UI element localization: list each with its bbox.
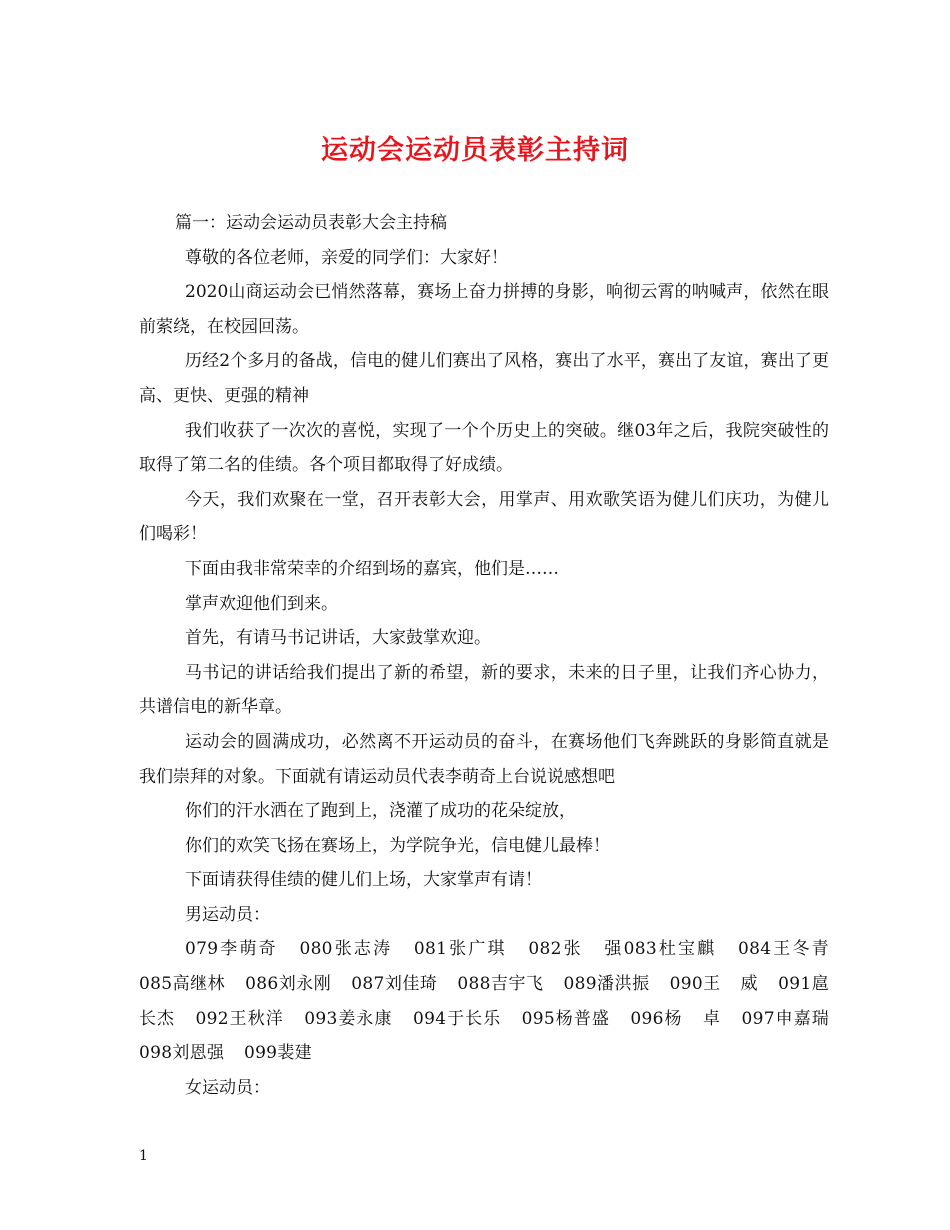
section-heading: 篇一：运动会运动员表彰大会主持稿 <box>175 213 447 233</box>
female-athletes-heading: 女运动员： <box>185 1077 270 1098</box>
male-athletes-heading: 男运动员： <box>185 904 270 925</box>
body-paragraph: 首先，有请马书记讲话，大家鼓掌欢迎。 <box>185 628 491 649</box>
body-paragraph: 你们的欢笑飞扬在赛场上，为学院争光，信电健儿最棒！ <box>185 835 610 856</box>
body-paragraph: 历经2个多月的备战，信电的健儿们赛出了风格，赛出了水平，赛出了友谊，赛出了更高、更快、更强的精神 <box>139 351 829 406</box>
body-paragraph: 下面由我非常荣幸的介绍到场的嘉宾，他们是…… <box>185 558 559 579</box>
male-athletes-roster: 079李萌奇 080张志涛 081张广琪 082张 强083杜宝麒 084王冬青 085高继林 086刘永刚 087刘佳琦 088吉宇飞 089潘洪振 090王 威 091扈长杰 092王秋洋 093姜永康 094于长乐 095杨普盛 096杨 卓 097申嘉瑞 098刘恩强 099裴建 <box>139 939 829 1064</box>
body-paragraph: 今天，我们欢聚在一堂，召开表彰大会，用掌声、用欢歌笑语为健儿们庆功，为健儿们喝彩！ <box>139 489 829 545</box>
page-number: 1 <box>139 1148 148 1164</box>
greeting-paragraph: 尊敬的各位老师，亲爱的同学们：大家好！ <box>185 247 508 268</box>
body-paragraph: 运动会的圆满成功，必然离不开运动员的奋斗，在赛场他们飞奔跳跃的身影简直就是我们崇拜的对象。下面就有请运动员代表李萌奇上台说说感想吧 <box>139 731 829 787</box>
body-paragraph: 马书记的讲话给我们提出了新的希望，新的要求，未来的日子里，让我们齐心协力，共谱信电的新华章。 <box>139 662 829 718</box>
body-paragraph: 我们收获了一次次的喜悦，实现了一个个历史上的突破。继03年之后，我院突破性的取得了第二名的佳绩。各个项目都取得了好成绩。 <box>139 420 829 476</box>
body-paragraph: 你们的汗水洒在了跑到上，浇灌了成功的花朵绽放， <box>185 801 576 822</box>
document-body <box>139 206 829 1105</box>
body-paragraph: 2020山商运动会已悄然落幕，赛场上奋力拼搏的身影，响彻云霄的呐喊声，依然在眼前萦绕，在校园回荡。 <box>139 282 829 337</box>
document-title: 运动会运动员表彰主持词 <box>321 135 629 166</box>
body-paragraph: 掌声欢迎他们到来。 <box>185 593 338 614</box>
body-paragraph: 下面请获得佳绩的健儿们上场，大家掌声有请！ <box>185 870 542 891</box>
